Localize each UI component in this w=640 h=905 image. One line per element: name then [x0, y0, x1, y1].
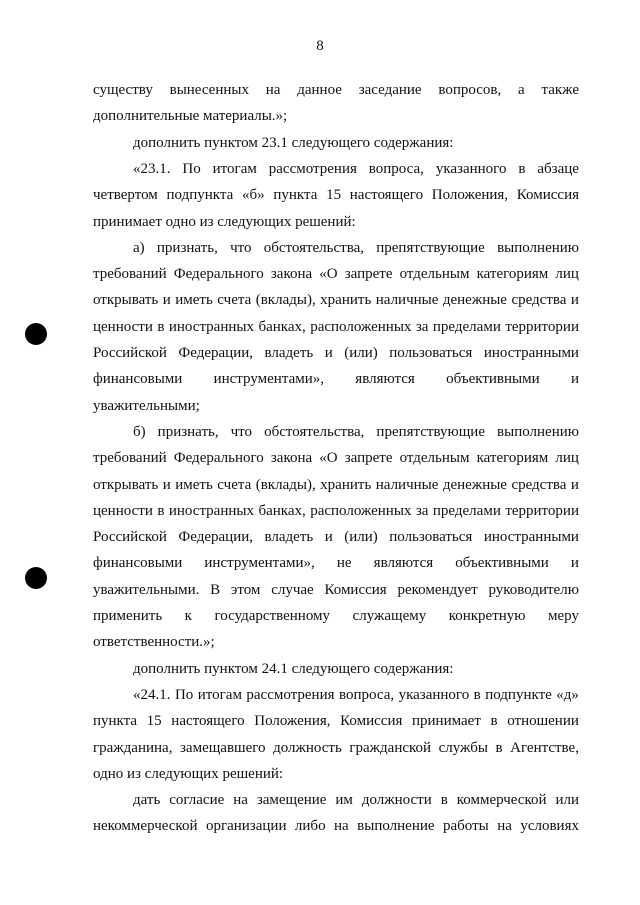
word: должности — [361, 792, 432, 809]
word: По — [182, 160, 201, 177]
word: гражданской — [349, 739, 432, 756]
word: объективными — [455, 555, 549, 572]
word: наличные — [375, 292, 439, 309]
text-line — [93, 238, 579, 258]
text-line — [93, 448, 579, 468]
word: ценности — [93, 318, 153, 335]
word: и — [570, 292, 579, 309]
word: настоящего — [171, 713, 245, 730]
word: пределами — [432, 502, 501, 519]
word: отношении — [507, 713, 579, 730]
word: в — [473, 686, 481, 703]
word: вопроса, — [338, 686, 395, 703]
word: конкретную — [448, 608, 526, 624]
text-line — [93, 606, 579, 626]
text-line — [93, 501, 579, 521]
word: а — [518, 82, 525, 98]
word: наличные — [375, 476, 439, 493]
word: и — [162, 292, 171, 309]
word: признать, — [157, 423, 219, 440]
word: что — [230, 423, 253, 440]
word: в — [157, 318, 165, 335]
word: и — [324, 345, 333, 361]
word: что — [230, 239, 252, 256]
word: не — [336, 555, 352, 572]
word: банках, — [258, 502, 306, 519]
word: а) — [133, 239, 145, 256]
text-line: одно из следующих решений: — [93, 765, 284, 782]
word: ценности — [93, 502, 153, 519]
text-line — [93, 553, 579, 573]
word: организации — [205, 818, 287, 835]
word: заседание — [358, 82, 422, 98]
word: подпункте — [485, 686, 552, 703]
word: иностранных — [168, 318, 254, 335]
word: расположенных — [310, 318, 412, 335]
word: иностранными — [483, 529, 579, 546]
word: объективными — [446, 371, 540, 388]
word: в — [518, 160, 526, 177]
word: вынесенных — [169, 82, 249, 98]
word: государственному — [214, 608, 331, 624]
word: и — [162, 476, 171, 493]
word: Российской — [93, 529, 167, 546]
word: подпункта — [166, 187, 234, 204]
word: или — [555, 792, 579, 809]
text-line — [93, 685, 579, 705]
text-line — [93, 580, 579, 600]
word: «О — [319, 266, 338, 283]
word: счета — [217, 476, 252, 493]
word: иметь — [175, 476, 213, 493]
word: данное — [297, 82, 342, 98]
word: (вклады), — [255, 476, 316, 493]
word: хранить — [320, 292, 372, 309]
word: счета — [217, 292, 252, 309]
word: за — [415, 318, 429, 335]
word: «23.1. — [133, 160, 171, 177]
word: и — [570, 476, 579, 493]
word: запрете — [344, 266, 393, 283]
word: в — [490, 713, 498, 730]
word: Федерального — [173, 450, 264, 467]
word: меру — [548, 608, 579, 624]
word: Положения, — [254, 713, 331, 730]
word: Агентстве, — [510, 739, 579, 756]
word: препятствующие — [376, 423, 485, 440]
word: закона — [270, 450, 313, 467]
word: принимает — [412, 713, 481, 730]
text-line — [93, 80, 579, 100]
word: указанного — [435, 160, 507, 177]
word: б) — [133, 423, 146, 440]
text-line — [93, 264, 579, 284]
word: и — [570, 555, 579, 572]
word: замещавшего — [180, 739, 266, 756]
word: Комиссия — [340, 713, 403, 730]
word: на — [497, 818, 512, 835]
word: настоящего — [349, 187, 424, 204]
word: владеть — [264, 529, 314, 546]
word: также — [541, 82, 579, 98]
word: пользоваться — [389, 345, 473, 361]
text-line — [93, 738, 579, 758]
word: на — [334, 818, 349, 835]
text-line — [93, 422, 579, 442]
word: открывать — [93, 292, 159, 309]
page-number: 8 — [316, 38, 324, 54]
text-line — [93, 475, 579, 495]
word: лиц — [555, 266, 579, 283]
word: хранить — [320, 476, 372, 493]
word: расположенных — [310, 502, 412, 519]
word: являются — [355, 371, 415, 388]
word: территории — [505, 318, 579, 335]
word: инструментами», — [204, 555, 315, 572]
word: применить — [93, 608, 163, 624]
word: руководителю — [488, 581, 579, 598]
word: требований — [93, 266, 167, 283]
text-line — [93, 343, 579, 363]
word: за — [415, 502, 429, 519]
word: Федерации, — [178, 529, 254, 546]
word: рекомендует — [397, 581, 478, 598]
text-line — [93, 711, 579, 731]
word: в — [440, 792, 448, 809]
word: финансовыми — [93, 555, 183, 572]
word: вопроса, — [368, 160, 424, 177]
word: коммерческой — [456, 792, 547, 809]
word: (вклады), — [255, 292, 316, 309]
word: либо — [294, 818, 326, 835]
word: запрете — [344, 450, 393, 467]
word: Комиссия — [324, 581, 387, 598]
word: замещение — [256, 792, 327, 809]
word: выполнению — [497, 423, 579, 440]
text-line — [93, 527, 579, 547]
word: банках, — [258, 318, 306, 335]
word: дать — [133, 792, 161, 809]
word: По — [174, 686, 194, 703]
word: денежные — [442, 476, 507, 493]
word: выполнению — [497, 239, 579, 256]
text-line — [93, 369, 579, 389]
word: иностранными — [483, 345, 579, 361]
word: работы — [443, 818, 489, 835]
word: четвертом — [93, 187, 158, 204]
word: категориям — [476, 266, 549, 283]
word: отдельным — [399, 266, 470, 283]
word: некоммерческой — [93, 818, 198, 835]
word: иностранных — [168, 502, 254, 519]
text-line: дополнить пунктом 23.1 следующего содержания: — [133, 134, 454, 151]
word: (или) — [344, 345, 378, 361]
word: Российской — [93, 345, 167, 361]
word: выполнение — [357, 818, 435, 835]
word: пределами — [432, 318, 501, 335]
word: категориям — [476, 450, 549, 467]
word: пользоваться — [389, 529, 473, 546]
word: пункта — [93, 713, 138, 730]
word: отдельным — [399, 450, 470, 467]
text-line: дополнить пунктом 24.1 следующего содержания: — [133, 660, 454, 677]
word: Федерального — [173, 266, 264, 283]
word: владеть — [264, 345, 314, 361]
word: и — [324, 529, 333, 546]
word: «24.1. — [133, 686, 171, 703]
word: рассмотрения — [246, 686, 335, 703]
punch-hole-top — [25, 323, 47, 345]
word: препятствующие — [376, 239, 485, 256]
word: условиях — [520, 818, 579, 835]
word: требований — [93, 450, 167, 467]
text-line — [93, 317, 579, 337]
word: «б» — [241, 187, 265, 204]
word: средства — [511, 292, 567, 309]
word: указанного — [398, 686, 470, 703]
word: на — [265, 82, 281, 98]
word: признать, — [156, 239, 218, 256]
word: открывать — [93, 476, 159, 493]
text-line — [93, 159, 579, 179]
word: территории — [505, 502, 579, 519]
word: им — [335, 792, 353, 809]
word: «О — [319, 450, 338, 467]
word: инструментами», — [213, 371, 324, 388]
word: существу — [93, 82, 153, 98]
text-line — [93, 790, 579, 810]
word: абзаце — [537, 160, 579, 177]
word: в — [495, 739, 503, 756]
word: 15 — [146, 713, 162, 730]
word: иметь — [175, 292, 213, 309]
word: рассмотрения — [268, 160, 357, 177]
word: «д» — [556, 686, 579, 703]
word: В — [210, 581, 221, 598]
text-line: уважительными; — [93, 397, 200, 414]
word: средства — [511, 476, 567, 493]
word: должность — [273, 739, 342, 756]
word: лиц — [555, 450, 579, 467]
text-line — [93, 816, 579, 836]
word: гражданина, — [93, 739, 173, 756]
word: случае — [271, 581, 314, 598]
word: вопросов, — [438, 82, 502, 98]
text-line — [93, 185, 579, 205]
word: в — [157, 502, 165, 519]
word: служащему — [352, 608, 427, 624]
word: Положения, — [431, 187, 509, 204]
word: итогам — [212, 160, 257, 177]
text-line: дополнительные материалы.»; — [93, 108, 288, 125]
word: обстоятельства, — [264, 423, 365, 440]
word: (или) — [344, 529, 378, 546]
word: уважительными. — [93, 581, 200, 598]
word: 15 — [326, 187, 342, 204]
word: к — [184, 608, 192, 624]
word: денежные — [442, 292, 507, 309]
word: этом — [230, 581, 261, 598]
word: на — [233, 792, 248, 809]
word: закона — [270, 266, 313, 283]
text-line: принимает одно из следующих решений: — [93, 213, 356, 230]
word: итогам — [197, 686, 242, 703]
word: и — [570, 371, 579, 388]
word: являются — [373, 555, 434, 572]
word: службы — [438, 739, 488, 756]
punch-hole-bottom — [25, 567, 47, 589]
text-line — [93, 290, 579, 310]
word: Федерации, — [178, 345, 254, 361]
word: согласие — [169, 792, 225, 809]
word: пункта — [273, 187, 318, 204]
word: Комиссия — [516, 187, 579, 204]
word: финансовыми — [93, 371, 183, 388]
word: обстоятельства, — [263, 239, 365, 256]
text-line: ответственности.»; — [93, 634, 215, 651]
